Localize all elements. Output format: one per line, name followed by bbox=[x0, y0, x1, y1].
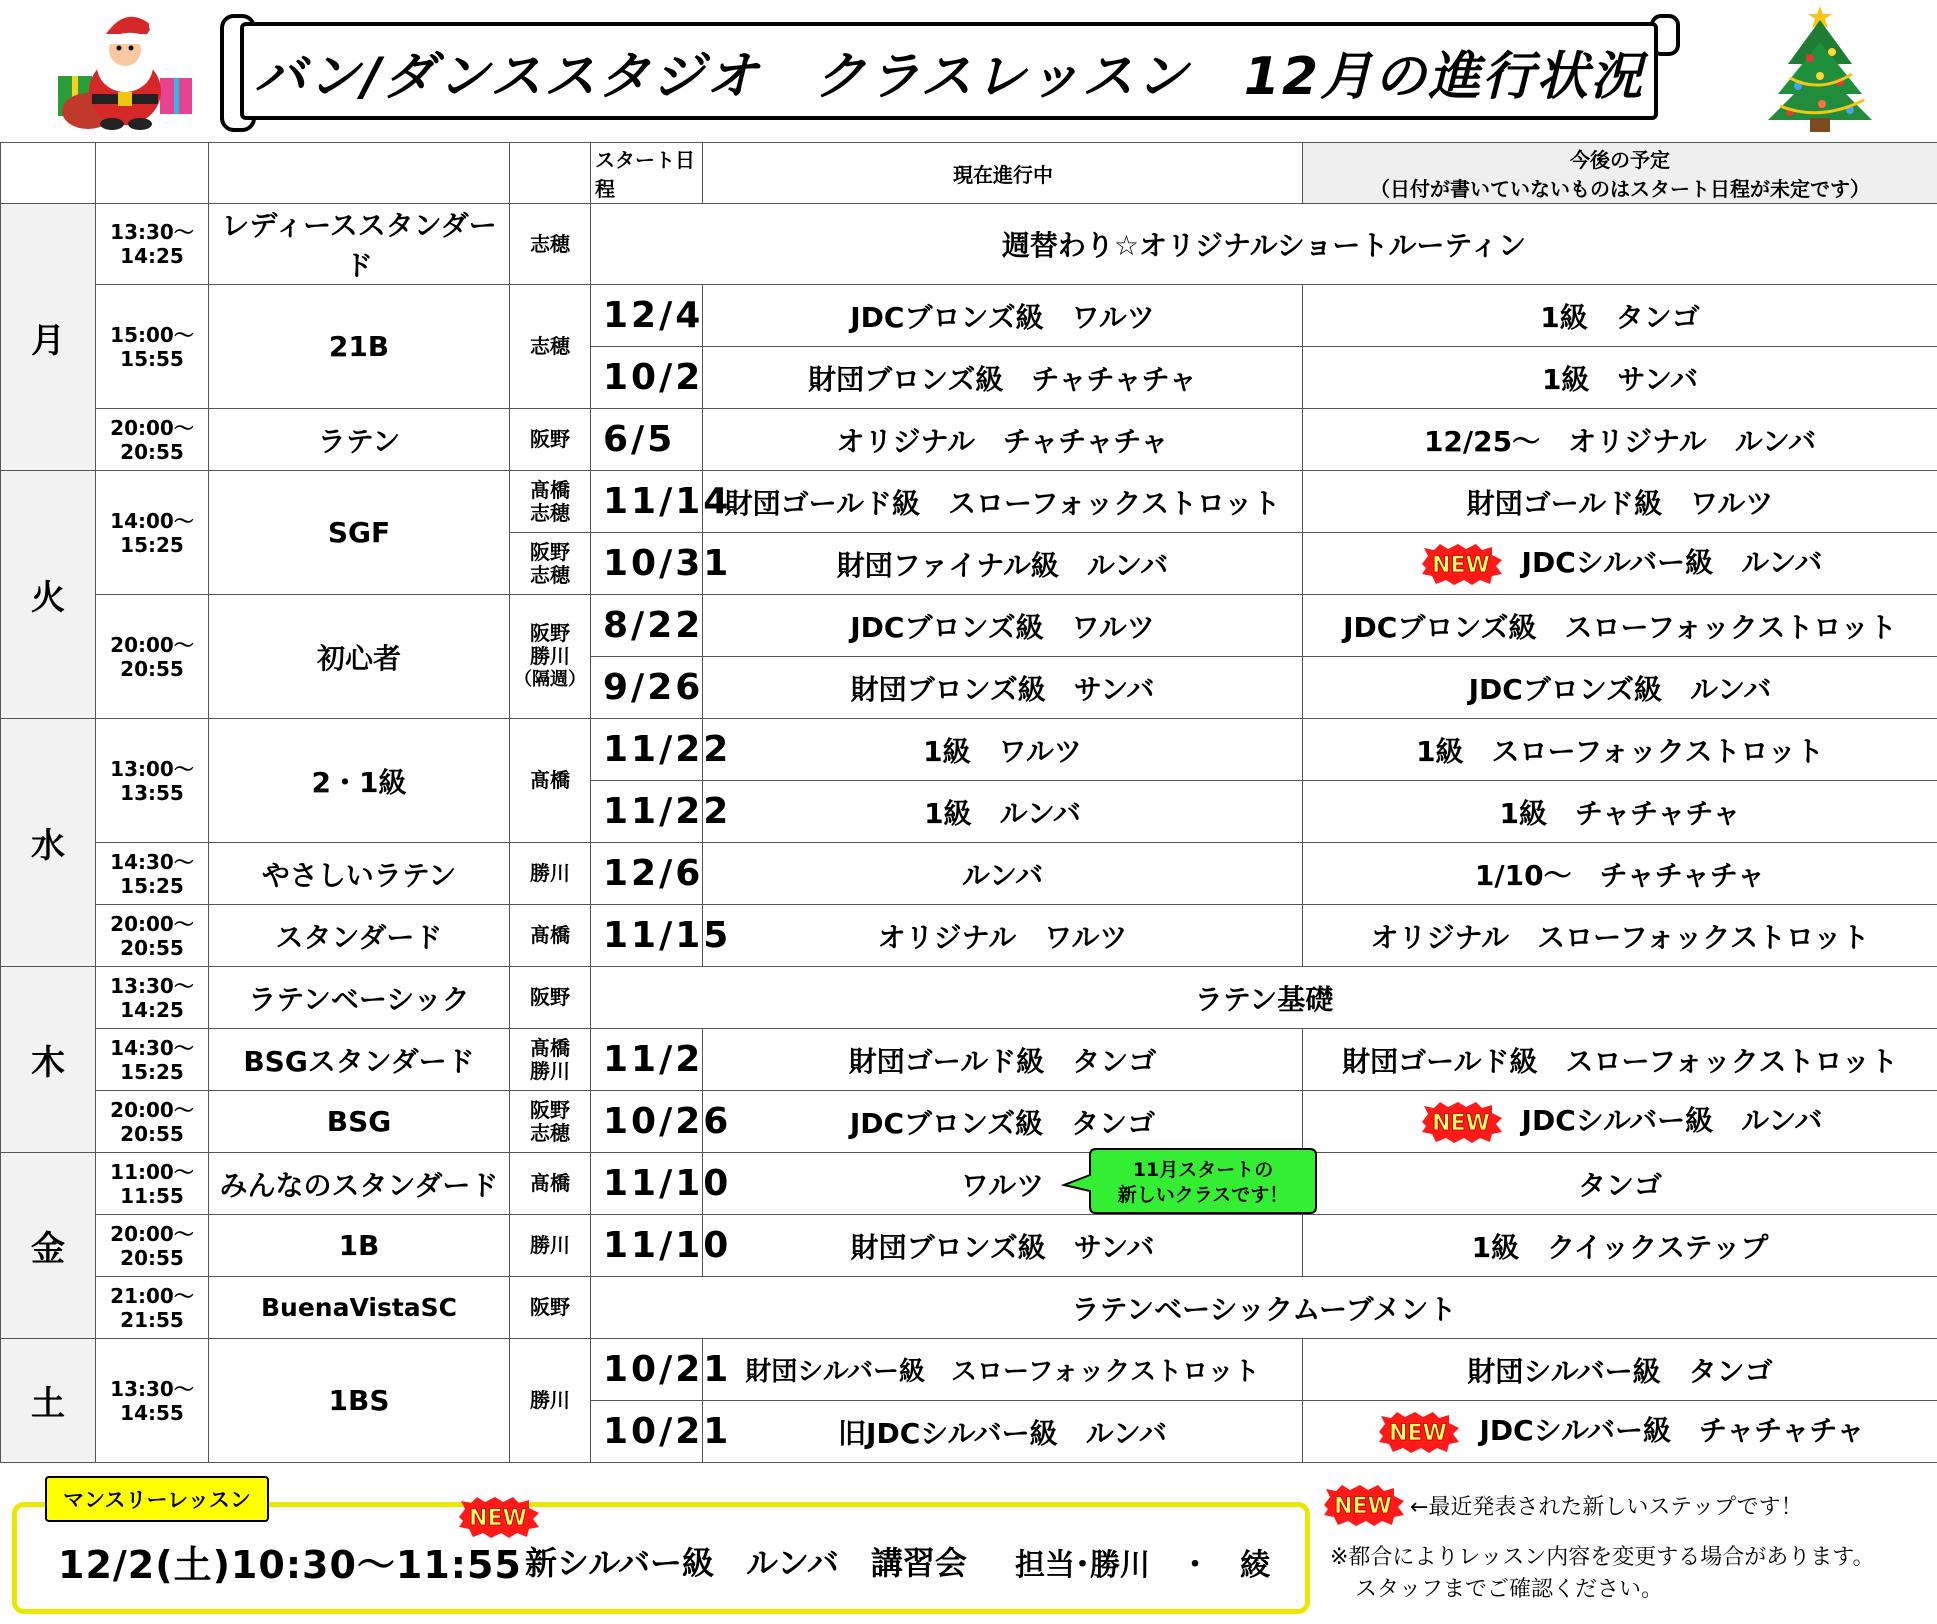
time-end: 15:25 bbox=[120, 1059, 184, 1084]
day-cell-thu: 木 bbox=[1, 967, 96, 1153]
class-name: 1B bbox=[209, 1215, 510, 1277]
new-badge-legend: ←最近発表された新しいステップです！ bbox=[1410, 1495, 1803, 1520]
start-date: 11/22 bbox=[591, 781, 703, 843]
teacher-cell bbox=[510, 719, 591, 843]
start-date: 11/14 bbox=[591, 471, 703, 533]
teacher-cell bbox=[510, 1277, 591, 1339]
time-end: 15:55 bbox=[120, 346, 184, 371]
current-lesson: オリジナル チャチャチャ bbox=[703, 409, 1303, 471]
monthly-lesson-staff: 担当･勝川 ・ 綾 bbox=[1015, 1548, 1270, 1583]
class-name: みんなのスタンダード bbox=[209, 1153, 510, 1215]
start-date: 10/31 bbox=[591, 533, 703, 595]
teacher-cell bbox=[510, 1091, 591, 1153]
current-lesson: JDCブロンズ級 タンゴ bbox=[703, 1091, 1303, 1153]
time-end: 14:25 bbox=[120, 997, 184, 1022]
current-lesson: 財団ゴールド級 スローフォックストロット bbox=[703, 471, 1303, 533]
table-row bbox=[1, 843, 1937, 905]
future-lesson: 12/25～ オリジナル ルンバ bbox=[1303, 409, 1937, 471]
schedule-table bbox=[0, 142, 1937, 1463]
day-cell-fri: 金 bbox=[1, 1153, 96, 1339]
class-name: 2・1級 bbox=[209, 719, 510, 843]
callout-line-1: 11月スタートの bbox=[1132, 1159, 1274, 1181]
teacher-name: 阪野 bbox=[530, 1295, 570, 1319]
title-banner bbox=[220, 14, 1680, 132]
future-lesson-cell bbox=[1303, 1091, 1937, 1153]
teacher-name: 髙橋 bbox=[530, 1035, 570, 1060]
future-lesson: 1/10～ チャチャチャ bbox=[1303, 843, 1937, 905]
table-row bbox=[1, 967, 1937, 1029]
monthly-lesson-label: マンスリーレッスン bbox=[45, 1476, 269, 1522]
teacher-cell bbox=[510, 204, 591, 285]
table-row bbox=[1, 1091, 1937, 1153]
time-end: 14:55 bbox=[120, 1400, 184, 1425]
start-date: 12/4 bbox=[591, 285, 703, 347]
merged-content: ラテン基礎 bbox=[591, 967, 1937, 1029]
time-start: 14:30～ bbox=[110, 1035, 194, 1060]
new-badge-label: NEW bbox=[469, 1506, 527, 1531]
table-row bbox=[1, 204, 1937, 285]
teacher-cell bbox=[510, 843, 591, 905]
time-cell bbox=[96, 595, 209, 719]
time-end: 21:55 bbox=[120, 1307, 184, 1332]
future-lesson-cell bbox=[1303, 1401, 1937, 1463]
current-lesson: 財団ファイナル級 ルンバ bbox=[703, 533, 1303, 595]
teacher-name: 阪野 bbox=[530, 1097, 570, 1122]
start-date: 10/2 bbox=[591, 347, 703, 409]
time-start: 15:00～ bbox=[110, 322, 194, 347]
start-date: 11/10 bbox=[591, 1215, 703, 1277]
current-lesson: 財団シルバー級 スローフォックストロット bbox=[703, 1339, 1303, 1401]
teacher-name: 志穂 bbox=[530, 334, 570, 358]
time-cell bbox=[96, 843, 209, 905]
teacher-name: 髙橋 bbox=[530, 1171, 570, 1195]
notice-text-2: スタッフまでご確認ください。 bbox=[1355, 1577, 1664, 1602]
time-end: 20:55 bbox=[120, 439, 184, 464]
class-name: 1BS bbox=[209, 1339, 510, 1463]
start-date: 10/21 bbox=[591, 1401, 703, 1463]
class-name: やさしいラテン bbox=[209, 843, 510, 905]
header-cell-time bbox=[96, 143, 209, 204]
start-date: 11/15 bbox=[591, 905, 703, 967]
header-current: 現在進行中 bbox=[703, 143, 1303, 204]
teacher-name: 志穂 bbox=[530, 500, 570, 525]
table-row bbox=[1, 471, 1937, 533]
teacher-cell bbox=[510, 905, 591, 967]
teacher-cell bbox=[510, 1215, 591, 1277]
current-lesson: オリジナル ワルツ bbox=[703, 905, 1303, 967]
teacher-name: 勝川 bbox=[530, 1233, 570, 1257]
current-lesson: ルンバ bbox=[703, 843, 1303, 905]
merged-content: ラテンベーシックムーブメント bbox=[591, 1277, 1937, 1339]
table-row bbox=[1, 409, 1937, 471]
teacher-name: 志穂 bbox=[530, 1120, 570, 1145]
christmas-tree-icon bbox=[1760, 2, 1880, 134]
teacher-name: 阪野 bbox=[530, 621, 570, 645]
new-badge-label: NEW bbox=[1334, 1494, 1392, 1519]
future-lesson: 財団シルバー級 タンゴ bbox=[1303, 1339, 1937, 1401]
future-lesson: 1級 サンバ bbox=[1303, 347, 1937, 409]
teacher-cell bbox=[510, 1153, 591, 1215]
class-name: 初心者 bbox=[209, 595, 510, 719]
current-lesson: 財団ブロンズ級 サンバ bbox=[703, 1215, 1303, 1277]
teacher-name: 勝川 bbox=[530, 861, 570, 885]
header-future-note: （日付が書いていないものはスタート日程が未定です） bbox=[1370, 177, 1870, 201]
start-date: 10/21 bbox=[591, 1339, 703, 1401]
class-name: 21B bbox=[209, 285, 510, 409]
new-class-callout bbox=[1060, 1145, 1320, 1217]
future-lesson: JDCブロンズ級 ルンバ bbox=[1303, 657, 1937, 719]
teacher-name: 髙橋 bbox=[530, 477, 570, 502]
current-lesson: JDCブロンズ級 ワルツ bbox=[703, 595, 1303, 657]
teacher-name: 阪野 bbox=[530, 427, 570, 451]
time-start: 21:00～ bbox=[110, 1283, 194, 1308]
new-badge-icon bbox=[1418, 1100, 1504, 1144]
teacher-name: 勝川 bbox=[530, 1388, 570, 1412]
merged-content: 週替わり☆オリジナルショートルーティン bbox=[591, 204, 1937, 285]
current-lesson: 1級 ワルツ bbox=[703, 719, 1303, 781]
start-date: 9/26 bbox=[591, 657, 703, 719]
table-row bbox=[1, 719, 1937, 781]
start-date: 11/22 bbox=[591, 719, 703, 781]
future-lesson: 財団ゴールド級 スローフォックストロット bbox=[1303, 1029, 1937, 1091]
time-end: 14:25 bbox=[120, 244, 184, 268]
class-name: BuenaVistaSC bbox=[209, 1277, 510, 1339]
future-lesson: JDCブロンズ級 スローフォックストロット bbox=[1303, 595, 1937, 657]
class-name: スタンダード bbox=[209, 905, 510, 967]
time-cell bbox=[96, 1091, 209, 1153]
teacher-cell bbox=[510, 471, 591, 533]
future-lesson: 1級 チャチャチャ bbox=[1303, 781, 1937, 843]
time-start: 20:00～ bbox=[110, 911, 194, 936]
time-end: 20:55 bbox=[120, 935, 184, 960]
time-end: 15:25 bbox=[120, 873, 184, 898]
time-cell bbox=[96, 1339, 209, 1463]
time-cell bbox=[96, 1029, 209, 1091]
class-name: ラテンベーシック bbox=[209, 967, 510, 1029]
time-cell bbox=[96, 967, 209, 1029]
class-name: レディーススタンダード bbox=[209, 204, 510, 285]
time-cell bbox=[96, 1153, 209, 1215]
future-lesson: 1級 タンゴ bbox=[1303, 285, 1937, 347]
future-lesson: JDCシルバー級 チャチャチャ bbox=[1479, 1414, 1865, 1447]
table-row bbox=[1, 1029, 1937, 1091]
teacher-cell bbox=[510, 533, 591, 595]
table-row bbox=[1, 1215, 1937, 1277]
table-row bbox=[1, 595, 1937, 657]
teacher-cell bbox=[510, 1029, 591, 1091]
callout-line-2: 新しいクラスです！ bbox=[1117, 1184, 1289, 1206]
new-badge-label: NEW bbox=[1431, 1111, 1490, 1136]
day-cell-mon: 月 bbox=[1, 204, 96, 471]
class-name: BSGスタンダード bbox=[209, 1029, 510, 1091]
header-start-date: スタート日程 bbox=[591, 143, 703, 204]
table-row bbox=[1, 1339, 1937, 1401]
monthly-lesson-title: 新シルバー級 ルンバ 講習会 bbox=[525, 1544, 967, 1582]
time-start: 13:30～ bbox=[110, 973, 194, 998]
time-start: 13:30～ bbox=[110, 220, 194, 244]
monthly-lesson-date: 12/2(土)10:30～11:55 bbox=[58, 1543, 522, 1587]
teacher-name: 勝川 bbox=[530, 1058, 570, 1083]
time-start: 13:00～ bbox=[110, 756, 194, 781]
start-date: 10/26 bbox=[591, 1091, 703, 1153]
teacher-name: 阪野 bbox=[530, 539, 570, 564]
new-badge-icon bbox=[1418, 542, 1504, 586]
time-start: 20:00～ bbox=[110, 1221, 194, 1246]
table-row bbox=[1, 1153, 1937, 1215]
table-row bbox=[1, 905, 1937, 967]
new-badge-icon bbox=[1320, 1480, 1406, 1530]
notice-text: ※都合によりレッスン内容を変更する場合があります。 bbox=[1330, 1545, 1875, 1570]
future-lesson: 1級 スローフォックストロット bbox=[1303, 719, 1937, 781]
time-cell bbox=[96, 719, 209, 843]
start-date: 6/5 bbox=[591, 409, 703, 471]
time-start: 20:00～ bbox=[110, 1097, 194, 1122]
class-name: SGF bbox=[209, 471, 510, 595]
time-end: 20:55 bbox=[120, 1121, 184, 1146]
time-cell bbox=[96, 1277, 209, 1339]
time-end: 20:55 bbox=[120, 1245, 184, 1270]
banner-body bbox=[240, 22, 1658, 120]
time-cell bbox=[96, 905, 209, 967]
page-title: バン/ダンススタジオ クラスレッスン 12月の進行状況 bbox=[253, 46, 1645, 107]
time-start: 14:30～ bbox=[110, 849, 194, 874]
santa-icon bbox=[50, 6, 200, 132]
time-cell bbox=[96, 1215, 209, 1277]
new-badge-label: NEW bbox=[1431, 553, 1490, 578]
time-cell bbox=[96, 471, 209, 595]
time-start: 14:00～ bbox=[110, 508, 194, 533]
future-lesson: タンゴ bbox=[1303, 1153, 1937, 1215]
header-cell-class bbox=[209, 143, 510, 204]
teacher-cell bbox=[510, 595, 591, 719]
future-lesson: JDCシルバー級 ルンバ bbox=[1521, 546, 1823, 579]
current-lesson: 財団ゴールド級 タンゴ bbox=[703, 1029, 1303, 1091]
start-date: 11/10 bbox=[591, 1153, 703, 1215]
current-lesson: 1級 ルンバ bbox=[703, 781, 1303, 843]
future-lesson: 財団ゴールド級 ワルツ bbox=[1303, 471, 1937, 533]
time-end: 15:25 bbox=[120, 532, 184, 557]
time-cell bbox=[96, 285, 209, 409]
start-date: 8/22 bbox=[591, 595, 703, 657]
time-start: 13:30～ bbox=[110, 1376, 194, 1401]
header-future bbox=[1303, 143, 1937, 204]
time-cell bbox=[96, 204, 209, 285]
class-name: BSG bbox=[209, 1091, 510, 1153]
class-name: ラテン bbox=[209, 409, 510, 471]
teacher-name: 志穂 bbox=[530, 231, 570, 256]
time-end: 20:55 bbox=[120, 656, 184, 681]
teacher-cell bbox=[510, 285, 591, 409]
table-row bbox=[1, 1277, 1937, 1339]
header-cell-teacher bbox=[510, 143, 591, 204]
teacher-cell bbox=[510, 409, 591, 471]
day-cell-tue: 火 bbox=[1, 471, 96, 719]
table-header-row bbox=[1, 143, 1937, 204]
table-row bbox=[1, 285, 1937, 347]
future-lesson-cell bbox=[1303, 533, 1937, 595]
new-badge-icon bbox=[1375, 1410, 1461, 1454]
teacher-name: 阪野 bbox=[530, 985, 570, 1009]
teacher-cell bbox=[510, 1339, 591, 1463]
current-lesson: 旧JDCシルバー級 ルンバ bbox=[703, 1401, 1303, 1463]
teacher-name: 髙橋 bbox=[530, 923, 570, 947]
time-end: 11:55 bbox=[120, 1183, 184, 1208]
current-lesson: ワルツ bbox=[703, 1153, 1303, 1215]
current-lesson: 財団ブロンズ級 サンバ bbox=[703, 657, 1303, 719]
teacher-name: 志穂 bbox=[530, 562, 570, 587]
time-start: 11:00～ bbox=[110, 1159, 194, 1184]
teacher-cell bbox=[510, 967, 591, 1029]
time-end: 13:55 bbox=[120, 780, 184, 805]
teacher-name: 髙橋 bbox=[530, 768, 570, 792]
start-date: 11/2 bbox=[591, 1029, 703, 1091]
future-lesson: オリジナル スローフォックストロット bbox=[1303, 905, 1937, 967]
time-start: 20:00～ bbox=[110, 632, 194, 657]
current-lesson: JDCブロンズ級 ワルツ bbox=[703, 285, 1303, 347]
day-cell-sat: 土 bbox=[1, 1339, 96, 1463]
header-cell-day bbox=[1, 143, 96, 204]
teacher-name: 勝川 bbox=[530, 644, 570, 668]
header-future-title: 今後の予定 bbox=[1570, 148, 1670, 172]
new-badge-label: NEW bbox=[1389, 1421, 1448, 1446]
start-date: 12/6 bbox=[591, 843, 703, 905]
time-start: 20:00～ bbox=[110, 415, 194, 440]
future-lesson: 1級 クイックステップ bbox=[1303, 1215, 1937, 1277]
current-lesson: 財団ブロンズ級 チャチャチャ bbox=[703, 347, 1303, 409]
future-lesson: JDCシルバー級 ルンバ bbox=[1521, 1104, 1823, 1137]
time-cell bbox=[96, 409, 209, 471]
day-cell-wed: 水 bbox=[1, 719, 96, 967]
teacher-note: （隔週） bbox=[514, 669, 586, 690]
